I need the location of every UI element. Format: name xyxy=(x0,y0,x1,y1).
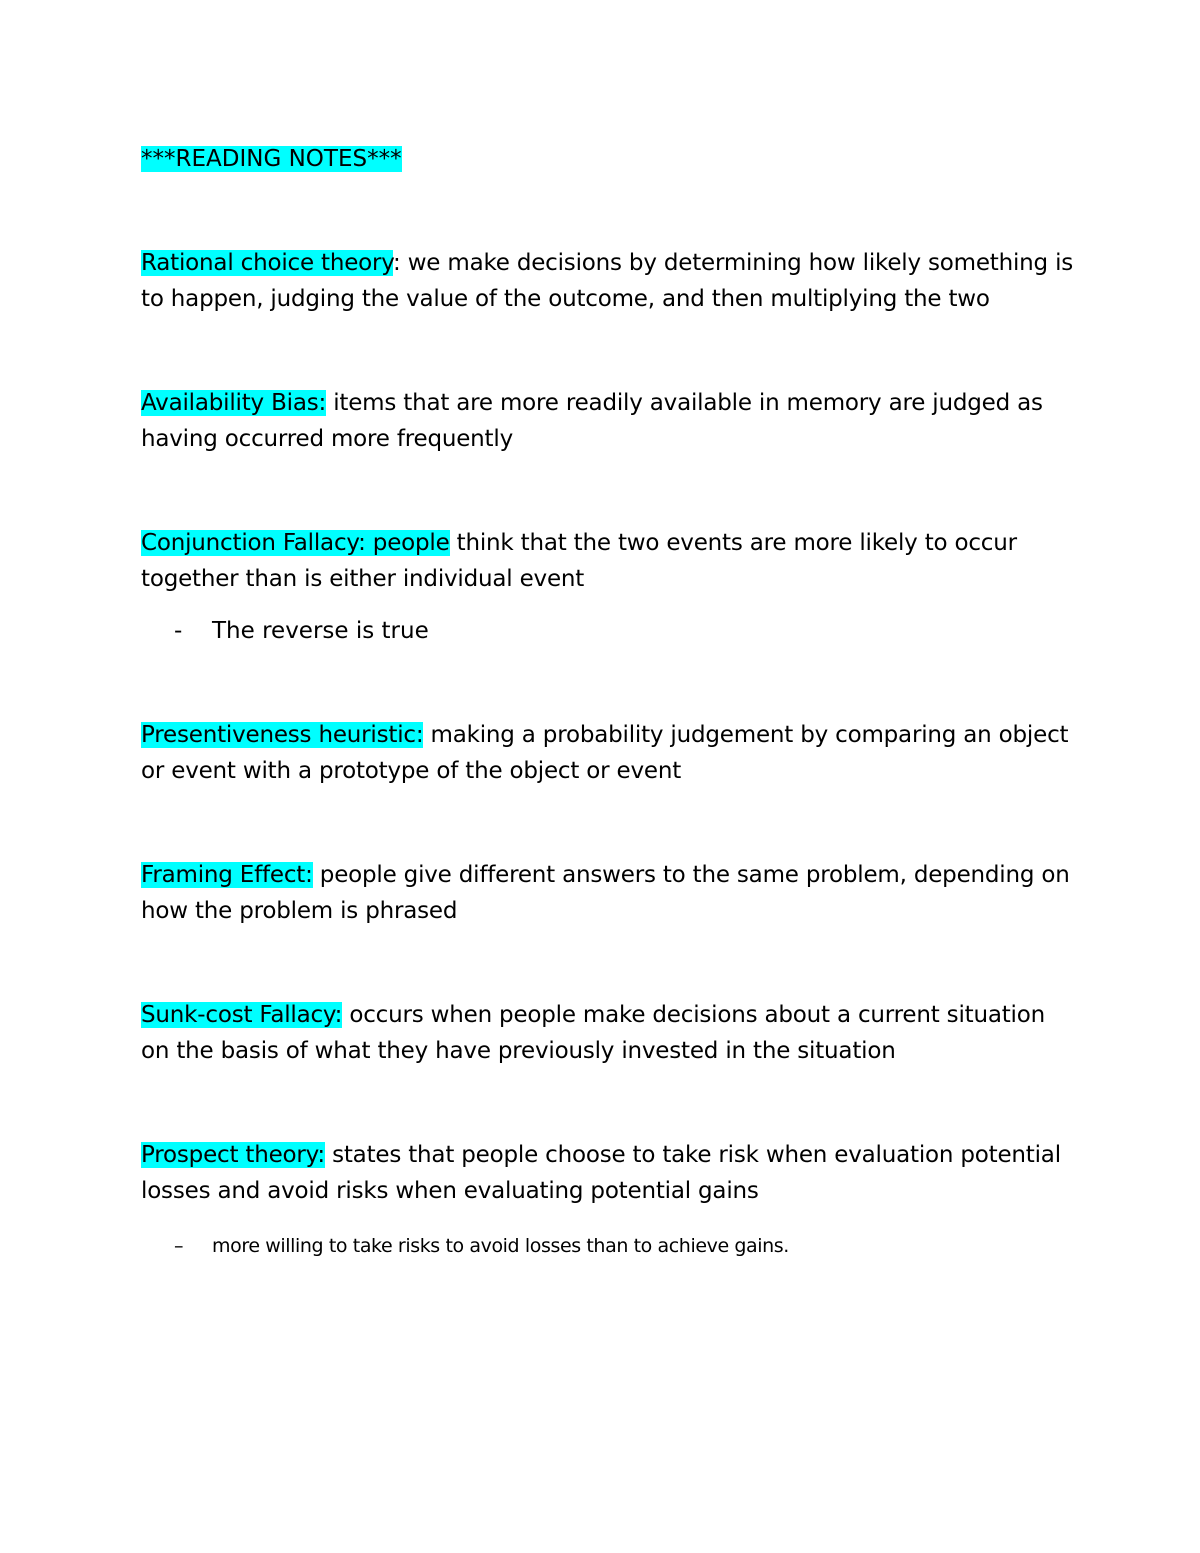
note-line-1 xyxy=(141,717,1081,753)
term-highlight: Presentiveness heuristic: xyxy=(141,722,424,748)
note-availability-bias xyxy=(141,385,1081,457)
note-line-1 xyxy=(141,997,1081,1033)
note-line-2: together than is either individual event xyxy=(141,566,585,592)
note-line-2: on the basis of what they have previously invested in the situation xyxy=(141,1038,896,1064)
title-highlight: ***READING NOTES*** xyxy=(141,146,402,172)
note-line-1 xyxy=(141,857,1081,893)
bullet-item xyxy=(174,613,429,649)
page-title xyxy=(141,141,402,177)
note-rational-choice-theory xyxy=(141,245,1081,317)
note-presentiveness-heuristic xyxy=(141,717,1081,789)
term-highlight: Prospect theory: xyxy=(141,1142,325,1168)
note-line-2: losses and avoid risks when evaluating potential gains xyxy=(141,1178,759,1204)
term-highlight: Rational choice theory xyxy=(141,250,394,276)
definition-text: making a probability judgement by comparing an object xyxy=(423,722,1069,748)
definition-text: : we make decisions by determining how likely something is xyxy=(393,250,1074,276)
definition-text: states that people choose to take risk when evaluation potential xyxy=(324,1142,1061,1168)
bullet-dash: – xyxy=(174,1235,184,1257)
definition-text: items that are more readily available in memory are judged as xyxy=(326,390,1043,416)
note-line-2: having occurred more frequently xyxy=(141,426,513,452)
bullet-text: The reverse is true xyxy=(212,618,429,644)
term-highlight: Conjunction Fallacy: people xyxy=(141,530,450,556)
definition-text: people give different answers to the same problem, depending on xyxy=(312,862,1070,888)
note-line-2: or event with a prototype of the object or event xyxy=(141,758,682,784)
definition-text: think that the two events are more likely to occur xyxy=(449,530,1017,556)
term-highlight: Framing Effect: xyxy=(141,862,313,888)
bullet-text: more willing to take risks to avoid losses than to achieve gains. xyxy=(212,1235,789,1257)
note-line-1 xyxy=(141,525,1081,561)
note-line-2: how the problem is phrased xyxy=(141,898,458,924)
term-highlight: Availability Bias: xyxy=(141,390,327,416)
note-framing-effect xyxy=(141,857,1081,929)
note-line-1 xyxy=(141,385,1081,421)
note-conjunction-fallacy xyxy=(141,525,1081,597)
note-line-1 xyxy=(141,1137,1081,1173)
bullet-item xyxy=(174,1228,789,1264)
note-prospect-theory xyxy=(141,1137,1081,1209)
note-line-1 xyxy=(141,245,1081,281)
definition-text: occurs when people make decisions about a current situation xyxy=(342,1002,1045,1028)
term-highlight: Sunk-cost Fallacy: xyxy=(141,1002,343,1028)
note-line-2: to happen, judging the value of the outcome, and then multiplying the two xyxy=(141,286,990,312)
bullet-dash: - xyxy=(174,618,183,644)
note-sunk-cost-fallacy xyxy=(141,997,1081,1069)
